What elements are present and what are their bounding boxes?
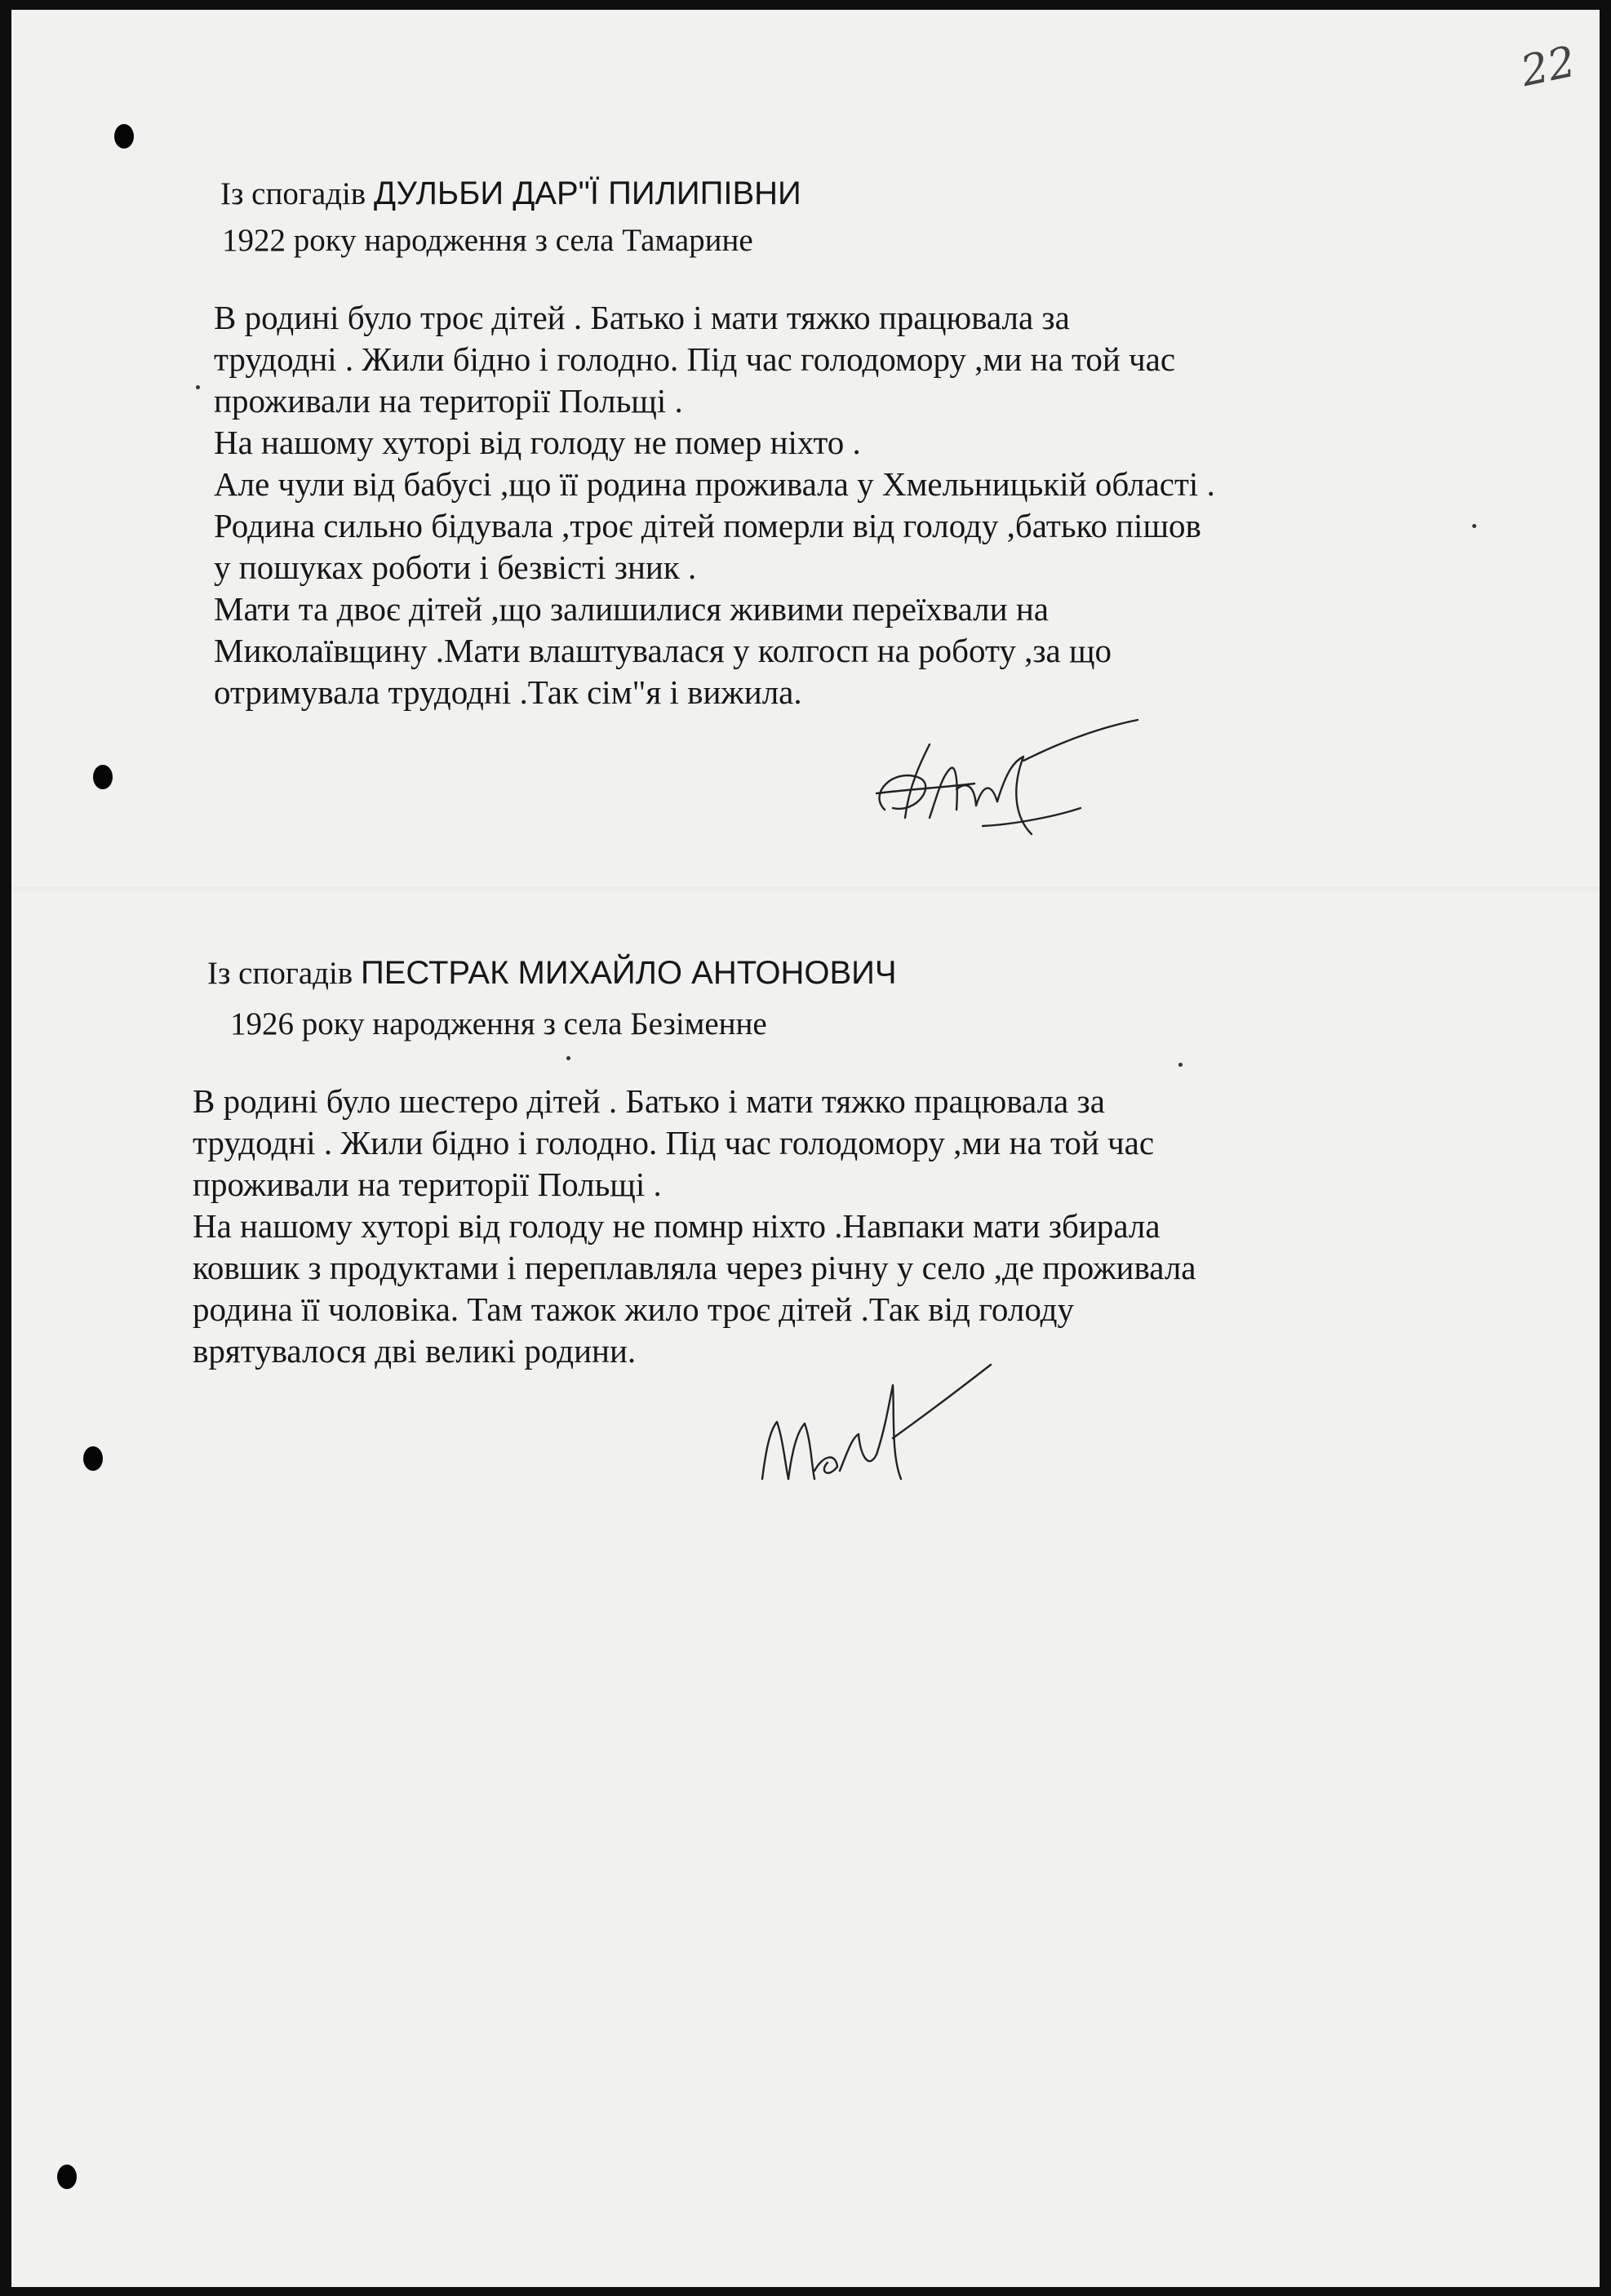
text-line: у пошуках роботи і безвісті зник .: [214, 548, 697, 586]
memoir-1-heading-prefix: Із спогадів: [220, 176, 366, 211]
text-line: Але чули від бабусі ,що її родина проживала у Хмельницькій області .: [214, 465, 1215, 503]
text-line: родина її чоловіка. Там тажок жило троє дітей .Так від голоду: [193, 1290, 1075, 1328]
memoir-1-heading: [220, 173, 801, 215]
text-line: На нашому хуторі від голоду не помнр ніхто .Навпаки мати збирала: [193, 1207, 1161, 1245]
memoir-1-author-name: ДУЛЬБИ ДАР"Ї ПИЛИПІВНИ: [373, 175, 801, 211]
text-line: ковшик з продуктами і переплавляла через річну у село ,де проживала: [193, 1249, 1196, 1286]
speck: [566, 1056, 570, 1060]
text-line: В родині було шестеро дітей . Батько і мати тяжко працювала за: [193, 1082, 1105, 1120]
punch-hole: [114, 124, 134, 149]
text-line: проживали на території Польщі .: [214, 382, 683, 420]
text-line: Родина сильно бідувала ,троє дітей померли від голоду ,батько пішов: [214, 507, 1201, 544]
text-line: В родині було троє дітей . Батько і мати тяжко працювала за: [214, 299, 1070, 336]
speck: [1472, 524, 1476, 528]
punch-hole: [93, 765, 113, 789]
text-line: проживали на території Польщі .: [193, 1166, 662, 1203]
memoir-2-author-name: ПЕСТРАК МИХАЙЛО АНТОНОВИЧ: [360, 955, 897, 991]
punch-hole: [57, 2165, 77, 2189]
page-fold: [11, 887, 1600, 894]
memoir-2-text: [193, 1081, 1196, 1372]
memoir-1-subheading: 1922 року народження з села Тамарине: [222, 223, 753, 258]
text-line: трудодні . Жили бідно і голодно. Під час голодомору ,ми на той час: [214, 340, 1176, 378]
document-page: [11, 10, 1600, 2287]
memoir-2-heading-prefix: Із спогадів: [207, 956, 353, 991]
memoir-2-heading: [207, 953, 897, 994]
punch-hole: [83, 1446, 103, 1471]
text-line: трудодні . Жили бідно і голодно. Під час голодомору ,ми на той час: [193, 1124, 1155, 1161]
page-number: 22: [1516, 37, 1580, 97]
memoir-1-text: [214, 297, 1215, 713]
speck: [1178, 1063, 1183, 1067]
text-line: На нашому хуторі від голоду не помер ніхто .: [214, 424, 861, 461]
text-line: Миколаївщину .Мати влаштувалася у колгосп на роботу ,за що: [214, 632, 1112, 669]
speck: [196, 385, 200, 389]
memoir-2-subheading: 1926 року народження з села Безіменне: [230, 1006, 767, 1041]
signature-1: [860, 712, 1154, 850]
text-line: отримувала трудодні .Так сім"я і вижила.: [214, 673, 802, 711]
text-line: Мати та двоє дітей ,що залишилися живими переїхвали на: [214, 590, 1049, 628]
text-line: врятувалося дві великі родини.: [193, 1332, 637, 1370]
signature-2: [746, 1348, 1007, 1495]
